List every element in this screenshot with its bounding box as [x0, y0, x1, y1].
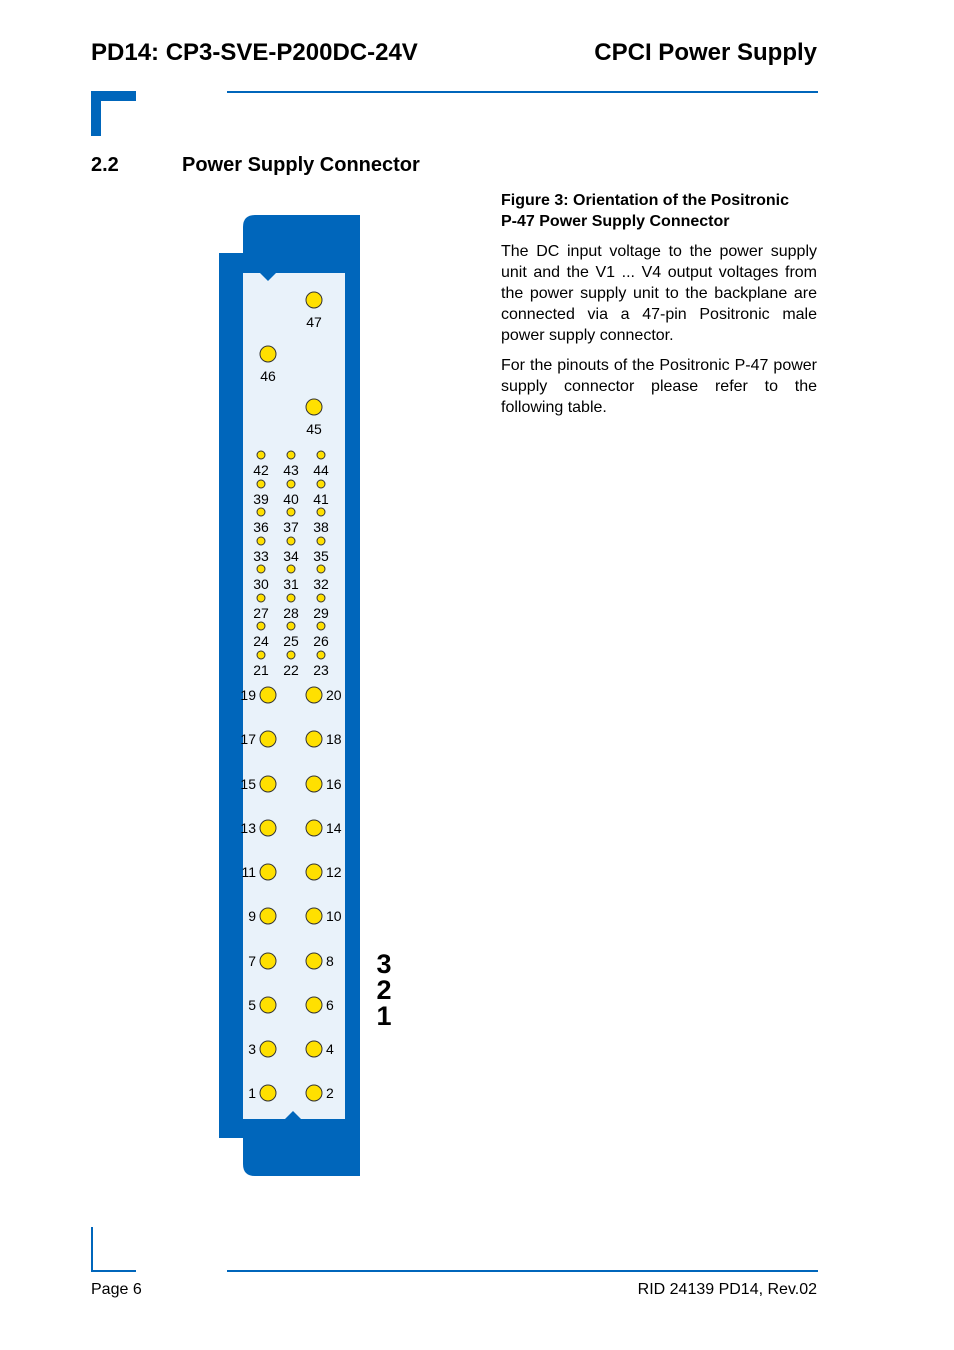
pin-contact: [317, 451, 325, 459]
pin-contact: [287, 537, 295, 545]
pin-label: 16: [326, 776, 342, 792]
pin-contact: [257, 537, 265, 545]
pin-contact: [260, 864, 276, 880]
pin-contact: [287, 480, 295, 488]
pin-label: 3: [248, 1041, 256, 1057]
pin-label: 42: [253, 462, 269, 478]
pin-label: 34: [283, 548, 299, 564]
pin-label: 22: [283, 662, 299, 678]
pin-contact: [306, 864, 322, 880]
pin-label: 1: [248, 1085, 256, 1101]
page-number: Page 6: [91, 1281, 142, 1298]
pin-contact: [306, 776, 322, 792]
pin-label: 33: [253, 548, 269, 564]
pin-contact: [260, 687, 276, 703]
pin-contact: [257, 451, 265, 459]
pin-contact: [260, 776, 276, 792]
pin-label: 27: [253, 605, 269, 621]
pin-label: 4: [326, 1041, 334, 1057]
pin-contact: [260, 346, 276, 362]
row-marker: 3: [376, 949, 392, 979]
pin-label: 11: [241, 864, 256, 880]
pin-contact: [257, 594, 265, 602]
pin-contact: [260, 820, 276, 836]
pin-label: 45: [306, 421, 322, 437]
pin-label: 17: [240, 731, 256, 747]
footer-rule: [227, 1270, 818, 1272]
pin-label: 41: [313, 491, 329, 507]
pin-label: 15: [240, 776, 256, 792]
pin-contact: [257, 651, 265, 659]
row-marker: 2: [376, 975, 392, 1005]
pin-label: 26: [313, 633, 329, 649]
pin-contact: [317, 594, 325, 602]
pin-label: 43: [283, 462, 299, 478]
section-number: 2.2: [91, 154, 119, 176]
pin-contact: [306, 687, 322, 703]
pin-label: 35: [313, 548, 329, 564]
pin-contact: [306, 997, 322, 1013]
body-paragraph: The DC input voltage to the power supply unit and the V1 ... V4 output voltages from the power supply unit to the backplane are connected via a 47-pin Positronic male power supply connector.: [501, 243, 817, 344]
pin-contact: [306, 731, 322, 747]
pin-contact: [260, 908, 276, 924]
section-title: Power Supply Connector: [182, 154, 420, 176]
pin-contact: [260, 997, 276, 1013]
pin-label: 40: [283, 491, 299, 507]
pin-label: 44: [313, 462, 329, 478]
pin-contact: [260, 1041, 276, 1057]
pin-contact: [287, 451, 295, 459]
pin-label: 14: [326, 820, 342, 836]
pin-label: 13: [240, 820, 256, 836]
pin-label: 9: [248, 908, 256, 924]
pin-contact: [287, 594, 295, 602]
pin-contact: [257, 622, 265, 630]
pin-contact: [287, 508, 295, 516]
pin-label: 32: [313, 576, 329, 592]
pin-contact: [317, 480, 325, 488]
row-marker: 1: [376, 1001, 392, 1031]
pin-label: 10: [326, 908, 342, 924]
pin-contact: [260, 953, 276, 969]
pin-contact: [306, 953, 322, 969]
pin-label: 36: [253, 519, 269, 535]
pin-contact: [317, 622, 325, 630]
header-title: PD14: CP3-SVE-P200DC-24V: [91, 39, 418, 66]
pin-label: 7: [248, 953, 256, 969]
pin-contact: [287, 651, 295, 659]
pin-label: 30: [253, 576, 269, 592]
pin-contact: [260, 1085, 276, 1101]
pin-label: 6: [326, 997, 334, 1013]
body-paragraph: For the pinouts of the Positronic P-47 power supply connector please refer to the following table.: [501, 357, 817, 416]
pin-label: 25: [283, 633, 299, 649]
figure-caption: [501, 190, 817, 232]
pin-label: 2: [326, 1085, 334, 1101]
pin-contact: [287, 622, 295, 630]
pin-contact: [317, 565, 325, 573]
pin-contact: [317, 508, 325, 516]
pin-contact: [260, 731, 276, 747]
pin-contact: [257, 565, 265, 573]
pin-label: 29: [313, 605, 329, 621]
document-id: RID 24139 PD14, Rev.02: [637, 1281, 817, 1298]
header-subtitle: CPCI Power Supply: [594, 39, 817, 66]
pin-contact: [257, 480, 265, 488]
pin-label: 19: [240, 687, 256, 703]
pin-label: 39: [253, 491, 269, 507]
pin-label: 31: [283, 576, 299, 592]
pin-contact: [306, 1041, 322, 1057]
text-column: [501, 190, 817, 427]
pin-label: 37: [283, 519, 299, 535]
pin-label: 24: [253, 633, 269, 649]
pin-contact: [317, 651, 325, 659]
pin-label: 38: [313, 519, 329, 535]
pin-label: 5: [248, 997, 256, 1013]
figure-caption-line1: Figure 3: Orientation of the Positronic: [501, 192, 790, 209]
pin-label: 12: [326, 864, 342, 880]
pin-contact: [257, 508, 265, 516]
pin-label: 21: [253, 662, 269, 678]
pin-label: 18: [326, 731, 342, 747]
footer-corner-vertical: [91, 1227, 93, 1272]
pin-contact: [306, 292, 322, 308]
pin-label: 20: [326, 687, 342, 703]
pin-label: 8: [326, 953, 334, 969]
pin-contact: [287, 565, 295, 573]
pin-label: 28: [283, 605, 299, 621]
pin-contact: [306, 908, 322, 924]
pin-contact: [306, 820, 322, 836]
figure-caption-line2: P-47 Power Supply Connector: [501, 213, 730, 230]
footer-corner-horizontal: [91, 1270, 136, 1272]
pin-label: 46: [260, 368, 276, 384]
pin-contact: [306, 399, 322, 415]
pin-label: 47: [306, 314, 322, 330]
pin-label: 23: [313, 662, 329, 678]
pin-contact: [317, 537, 325, 545]
pin-contact: [306, 1085, 322, 1101]
